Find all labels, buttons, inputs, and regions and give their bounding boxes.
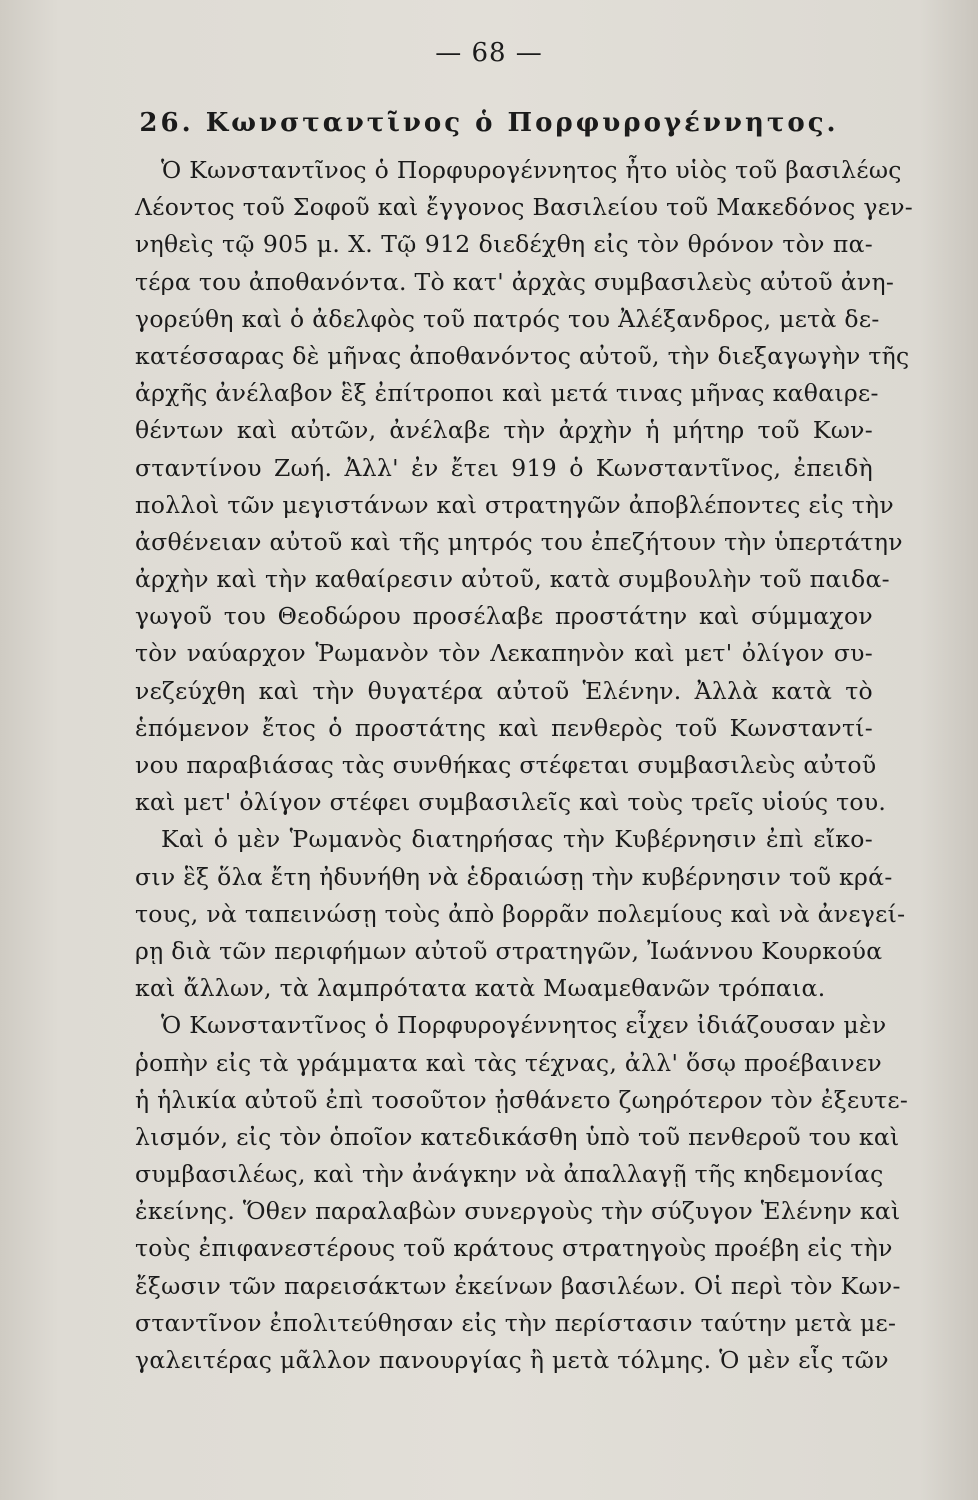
text-line: καὶ μετ' ὀλίγον στέφει συμβασιλεῖς καὶ τοὺς τρεῖς υἱούς του. xyxy=(135,788,887,817)
text-line: νεζεύχθη καὶ τὴν θυγατέρα αὐτοῦ Ἑλένην. Ἀλλὰ κατὰ τὸ xyxy=(135,676,873,705)
text-line: νου παραβιάσας τὰς συνθήκας στέφεται συμβασιλεὺς αὐτοῦ xyxy=(135,751,877,779)
text-line: τοὺς ἐπιφανεστέρους τοῦ κράτους στρατηγοὺς προέβη εἰς τὴν xyxy=(135,1234,893,1263)
text-line: θέντων καὶ αὐτῶν, ἀνέλαβε τὴν ἀρχὴν ἡ μήτηρ τοῦ Κων- xyxy=(135,416,873,445)
text-line: γωγοῦ του Θεοδώρου προσέλαβε προστάτην καὶ σύμμαχον xyxy=(135,602,873,631)
text-line: κατέσσαρας δὲ μῆνας ἀποθανόντος αὐτοῦ, τὴν διεξαγωγὴν τῆς xyxy=(135,341,910,370)
text-line: ῥοπὴν εἰς τὰ γράμματα καὶ τὰς τέχνας, ἀλλ' ὅσῳ προέβαινεν xyxy=(135,1048,883,1077)
text-line: σταντῖνον ἐπολιτεύθησαν εἰς τὴν περίστασιν ταύτην μετὰ με- xyxy=(135,1308,897,1337)
section-heading: 26. Κωνσταντῖνος ὁ Πορφυρογέννητος. xyxy=(139,108,839,138)
text-line: συμβασιλέως, καὶ τὴν ἀνάγκην νὰ ἀπαλλαγῇ τῆς κηδεμονίας xyxy=(135,1160,884,1189)
text-line: ἑπόμενον ἔτος ὁ προστάτης καὶ πενθερὸς τοῦ Κωνσταντί- xyxy=(135,713,873,742)
text-line: καὶ ἄλλων, τὰ λαμπρότατα κατὰ Μωαμεθανῶν τρόπαια. xyxy=(135,974,826,1003)
text-line: πολλοὶ τῶν μεγιστάνων καὶ στρατηγῶν ἀποβλέποντες εἰς τὴν xyxy=(135,490,894,519)
text-line: ἀσθένειαν αὐτοῦ καὶ τῆς μητρός του ἐπεζήτουν τὴν ὑπερτάτην xyxy=(135,527,903,556)
page-number: — 68 — xyxy=(435,38,543,68)
text-line: ἀρχῆς ἀνέλαβον ἓξ ἐπίτροποι καὶ μετά τινας μῆνας καθαιρε- xyxy=(135,379,879,408)
text-line: τὸν ναύαρχον Ῥωμανὸν τὸν Λεκαπηνὸν καὶ μετ' ὀλίγον συ- xyxy=(135,639,873,668)
text-line: ρῃ διὰ τῶν περιφήμων αὐτοῦ στρατηγῶν, Ἰωάννου Κουρκούα xyxy=(135,936,883,965)
text-line: Ὁ Κωνσταντῖνος ὁ Πορφυρογέννητος ἦτο υἱὸς τοῦ βασιλέως xyxy=(161,156,902,184)
text-line: Λέοντος τοῦ Σοφοῦ καὶ ἔγγονος Βασιλείου τοῦ Μακεδόνος γεν- xyxy=(135,193,914,222)
text-line: ἔξωσιν τῶν παρεισάκτων ἐκείνων βασιλέων. Οἱ περὶ τὸν Κων- xyxy=(135,1271,901,1300)
text-line: τους, νὰ ταπεινώσῃ τοὺς ἀπὸ βορρᾶν πολεμίους καὶ νὰ ἀνεγεί- xyxy=(135,899,906,928)
body-text xyxy=(135,152,914,1379)
text-line: λισμόν, εἰς τὸν ὁποῖον κατεδικάσθη ὑπὸ τοῦ πενθεροῦ του καὶ xyxy=(135,1122,900,1151)
text-line: ἀρχὴν καὶ τὴν καθαίρεσιν αὐτοῦ, κατὰ συμβουλὴν τοῦ παιδα- xyxy=(135,565,890,594)
text-line: γαλειτέρας μᾶλλον πανουργίας ἢ μετὰ τόλμης. Ὁ μὲν εἷς τῶν xyxy=(135,1346,889,1374)
text-line: γορεύθη καὶ ὁ ἀδελφὸς τοῦ πατρός του Ἀλέξανδρος, μετὰ δε- xyxy=(135,304,880,333)
text-line: Καὶ ὁ μὲν Ῥωμανὸς διατηρήσας τὴν Κυβέρνησιν ἐπὶ εἴκο- xyxy=(161,825,873,854)
text-line: ἐκείνης. Ὅθεν παραλαβὼν συνεργοὺς τὴν σύζυγον Ἑλένην καὶ xyxy=(135,1197,901,1226)
text-line: τέρα του ἀποθανόντα. Τὸ κατ' ἀρχὰς συμβασιλεὺς αὐτοῦ ἀνη- xyxy=(135,267,895,296)
text-line: σταντίνου Ζωή. Ἀλλ' ἐν ἔτει 919 ὁ Κωνσταντῖνος, ἐπειδὴ xyxy=(135,453,873,482)
text-line: νηθεὶς τῷ 905 μ. Χ. Τῷ 912 διεδέχθη εἰς τὸν θρόνον τὸν πα- xyxy=(135,230,873,259)
text-line: ἡ ἡλικία αὐτοῦ ἐπὶ τοσοῦτον ᾐσθάνετο ζωηρότερον τὸν ἐξευτε- xyxy=(135,1085,909,1114)
text-line: Ὁ Κωνσταντῖνος ὁ Πορφυρογέννητος εἶχεν ἰδιάζουσαν μὲν xyxy=(161,1011,887,1040)
text-line: σιν ἓξ ὅλα ἔτη ἠδυνήθη νὰ ἑδραιώσῃ τὴν κυβέρνησιν τοῦ κρά- xyxy=(135,862,893,891)
